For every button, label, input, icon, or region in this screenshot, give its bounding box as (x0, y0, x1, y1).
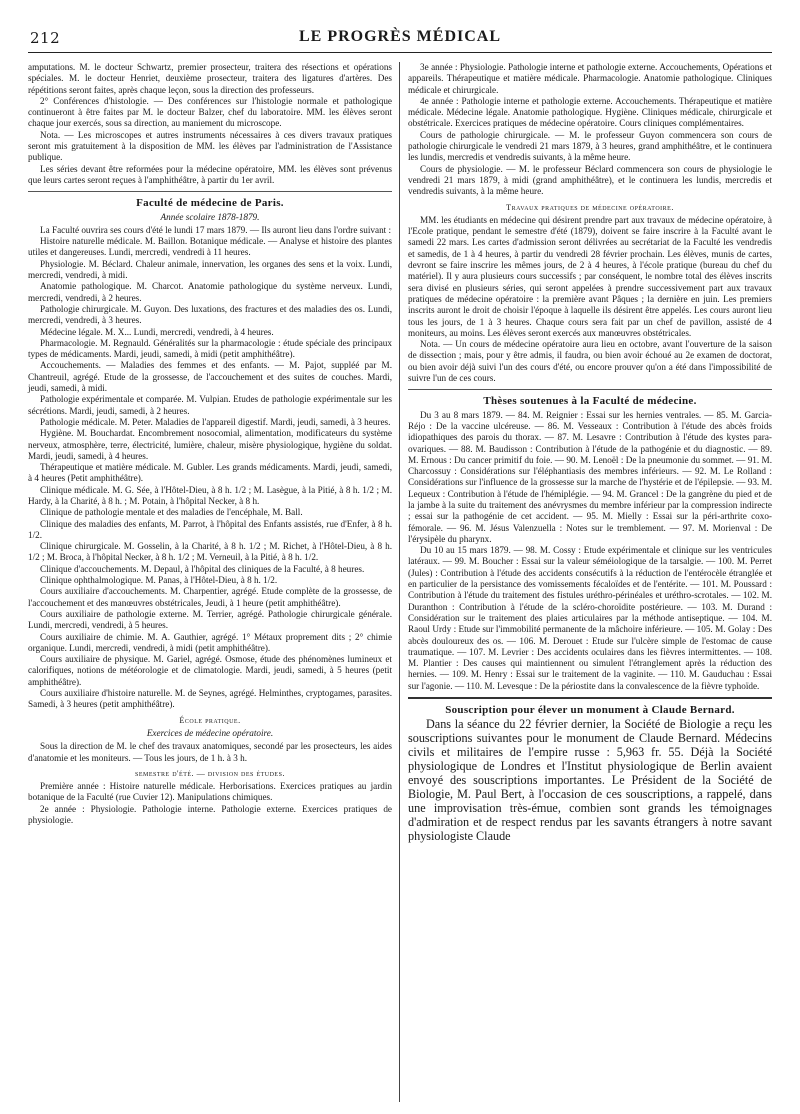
intro-paragraph: Nota. — Les microscopes et autres instruments nécessaires à ces divers travaux pratiques seront mis gratuitement à la disposition de MM. les élèves par l'administration de l'Assistance publique. (28, 129, 392, 163)
page-header (28, 22, 772, 53)
newspaper-page (28, 22, 772, 1102)
course-announcement: Cours de pathologie chirurgicale. — M. le professeur Guyon commencera son cours de pathologie chirurgicale le vendredi 21 mars 1879, à 3 heures, grand amphithéâtre, et le continuera les lundis, mercredis et vendredis suivants, à la même heure. (408, 129, 772, 163)
year-entry: 2e année : Physiologie. Pathologie interne. Pathologie externe. Exercices pratiques de physiologie. (28, 803, 392, 825)
course-entry: Pathologie médicale. M. Peter. Maladies de l'appareil digestif. Mardi, jeudi, samedi, à 3 heures. (40, 416, 391, 427)
section-title-theses: Thèses soutenues à la Faculté de médecine. (483, 395, 697, 408)
course-entry: Pharmacologie. M. Regnauld. Généralités sur la pharmacologie : étude spéciale des principaux types de médicaments. Mardi, jeudi, samedi, à midi (petit amphithéâtre). (28, 337, 392, 360)
intro-paragraph: amputations. M. le docteur Schwartz, premier prosecteur, traitera des résections et opérations spéciales. M. le docteur Henriet, deuxième prosecteur, traitera des ligatures d'artères. Des répétitions seront faites, après chaque leçon, sous la direction des professeurs. (28, 62, 392, 95)
course-entry: Clinique de pathologie mentale et des maladies de l'encéphale, M. Ball. (40, 507, 303, 518)
year-entry: 4e année : Pathologie interne et pathologie externe. Accouchements. Thérapeutique et matière médicale. Médecine légale. Anatomie pathologique. Hygiène. Cliniques médicale, chirurgicale et obstétricale. Exercices pratiques de médecine opératoire. Cours cliniques complémentaires. (408, 95, 772, 129)
course-entry: Clinique d'accouchements. M. Depaul, à l'hôpital des cliniques de la Faculté, à 8 heures. (40, 563, 365, 574)
page-number: 212 (30, 29, 61, 47)
course-entry: Pathologie chirurgicale. M. Guyon. Des luxations, des fractures et des maladies des os. Lundi, mercredi, vendredi, à 3 heures. (28, 303, 392, 326)
ecole-pratique-heading: École pratique. (179, 715, 241, 725)
theses-paragraph: Du 3 au 8 mars 1879. — 84. M. Reignier : Essai sur les hernies ventrales. — 85. M. Garcia-Réjo : De la vaccine ulcéreuse. — 86. M. Vesseaux : Contribution à l'étude des abcès froids idiopathiques des parois du thorax. — 87. M. Lesavre : Contribution à l'étude des kystes para-ovariques. — 88. M. Baudisson : Contribution à l'étude de la pathogénie et du diagnostic. — 89. M. Ernous : Du cancer primitif du foie. — 90. M. Lenoël : De la pneumonie du sommet. — 91. M. Charcossuy : Considérations sur l'éléphantiasis des membres inférieurs. — 92. M. Le Rolland : Considérations sur l'influence de la grossesse sur la marche de l'hystérie et de l'épilepsie. — 93. M. Lequeux : Contribution à l'étude de l'hémiplégie. — 94. M. Grancel : De la gangrène du pied et de la jambe à la suite du traitement des anévrysmes du membre inférieur par la compression indirecte ; essai sur la pathogénie de cet accident. — 95. M. Mielly : Essai sur la péri-arthrite coxo-fémorale. — 96. M. Jésus Valenzuella : Notes sur le tremblement. — 97. M. Morienval : De l'érysipèle du pharynx. (408, 409, 772, 544)
column-divider (399, 62, 400, 1102)
school-year: Année scolaire 1878-1879. (160, 211, 260, 222)
intro-paragraph: Les séries devant être reformées pour la médecine opératoire, MM. les élèves sont prévenus que leurs cartes seront reçues à l'amphithéâtre, à partir du 1er avril. (28, 163, 392, 185)
right-column (408, 62, 772, 843)
section-title-faculte: Faculté de médecine de Paris. (136, 197, 284, 210)
course-entry: Hygiène. M. Bouchardat. Encombrement nosocomial, alimentation, modificateurs du système nerveux, atmosphère, terre, électricité, lumière, chaleur, misère physiologique, hygiène du soldat. Mardi, jeudi, samedi, à 4 heures. (28, 428, 392, 461)
year-entry: 3e année : Physiologie. Pathologie interne et pathologie externe. Accouchements, Opérations et appareils. Thérapeutique et matière médicale. Pharmacologie. Anatomie pathologique. Cliniques médicale et chirurgicale. (408, 62, 772, 95)
exercices-paragraph: Sous la direction de M. le chef des travaux anatomiques, secondé par les prosecteurs, les aides d'anatomie et les moniteurs. — Tous les jours, de 1 h. à 3 h. (28, 741, 392, 763)
course-entry: Clinique médicale. M. G. Sée, à l'Hôtel-Dieu, à 8 h. 1/2 ; M. Lasègue, à la Pitié, à 8 h. 1/2 ; M. Hardy, à la Charité, à 8 h. ; M. Potain, à l'hôpital Necker, à 8 h. (28, 484, 392, 506)
theses-paragraph: Du 10 au 15 mars 1879. — 98. M. Cossy : Etude expérimentale et clinique sur les ventricules latéraux. — 99. M. Boucher : Essai sur la valeur séméiologique de la tarsalgie. — 100. M. Perret (Jules) : Contribution à l'étude des accidents consécutifs à la réduction de l'entérocèle étranglée et en particulier de la persistance des vomissements fécaloïdes et de l'entérite. — 101. M. Poussard : Contribution à l'étude du traitement des fistules uréthro-périnéales et uréthro-scrotales. — 102. M. Duranthon : Contribution à l'étude de la scléro-choroïdite postérieure. — 103. M. Durand : Considération sur le traitement des plaies articulaires par la méthode antiseptique. — 104. M. Raoul Urdy : Etude sur l'immobilité permanente de la mâchoire inférieure. — 105. M. Golay : Des abcès douloureux des os. — 106. M. Derouet : Etude sur l'ulcère simple de l'estomac de cause traumatique. — 107. M. Levrier : Des accidents oculaires dans les fièvres intermittentes. — 108. M. Plantier : Des causes qui maintiennent ou simulent l'étranglement après la réduction des hernies. — 109. M. Henry : Essai sur le traitement de la vaginite. — 110. M. Gauduchau : Essai sur l'agonie. — 110. M. Levesque : De la périostite dans la convalescence de la fièvre typhoïde. (408, 545, 772, 691)
course-entry: Cours auxiliaire d'histoire naturelle. M. de Seynes, agrégé. Helminthes, cryptogames, parasites. Samedi, à 3 heures (petit amphithéâtre). (28, 688, 392, 710)
intro-paragraph: 2° Conférences d'histologie. — Des conférences sur l'histologie normale et pathologique continueront à être faites par M. le docteur Balzer, chef du laboratoire. MM. les élèves seront chaque jour exercés, sous sa direction, au maniement du microscope. (28, 95, 392, 129)
travaux-heading: Travaux pratiques de médecine opératoire. (506, 202, 674, 212)
course-entry: Clinique ophthalmologique. M. Panas, à l'Hôtel-Dieu, à 8 h. 1/2. (40, 575, 278, 586)
souscription-paragraph: Dans la séance du 22 février dernier, la Société de Biologie a reçu les souscriptions suivantes pour le monument de Claude Bernard. Médecins civils et militaires de l'empire russe : 5,963 fr. 55. Déjà la Société physiologique de Londres et l'Institut physiologique de Berlin avaient envoyé des souscriptions importantes. Le Président de la Société de Biologie, M. Paul Bert, à l'occasion de ces souscriptions, a rappelé, dans une improvisation très-émue, combien sont grands les témoignages d'admiration et de respect rendus par les savants étrangers à notre savant physiologiste Claude (408, 717, 772, 843)
travaux-nota: Nota. — Un cours de médecine opératoire aura lieu en octobre, avant l'ouverture de la saison de dissection ; mais, pour y être admis, il faudra, ou bien avoir échoué au 2e examen de doctorat, ou bien avoir déjà suivi l'un des cours d'été, ou encore prouver qu'on a été dans l'impossibilité de suivre l'un de ces cours. (408, 339, 772, 384)
section-divider (28, 191, 392, 192)
left-column (28, 62, 392, 826)
course-announcement: Cours de physiologie. — M. le professeur Béclard commencera son cours de physiologie le vendredi 21 mars 1879, à midi (grand amphithéâtre), et le continuera les lundis, mercredis et vendredis suivants, à la même heure. (408, 163, 772, 197)
course-entry: Histoire naturelle médicale. M. Baillon. Botanique médicale. — Analyse et histoire des plantes utiles et dangereuses. Lundi, mercredi, vendredi à 11 heures. (28, 236, 392, 258)
course-entry: Cours auxiliaire de pathologie externe. M. Terrier, agrégé. Pathologie chirurgicale générale. Lundi, mercredi, vendredi, à 5 heures. (28, 608, 392, 631)
course-entry: Physiologie. M. Béclard. Chaleur animale, innervation, les organes des sens et la voix. Lundi, mercredi, vendredi, à midi. (28, 258, 392, 281)
section-divider (408, 697, 772, 699)
course-entry: Clinique des maladies des enfants, M. Parrot, à l'hôpital des Enfants assistés, rue d'Enfer, à 8 h. 1/2. (28, 518, 392, 540)
course-entry: Médecine légale. M. X... Lundi, mercredi, vendredi, à 4 heures. (40, 326, 274, 337)
section-title-souscription: Souscription pour élever un monument à Claude Bernard. (445, 704, 735, 717)
course-entry: Pathologie expérimentale et comparée. M. Vulpian. Etudes de pathologie expérimentale sur les sécrétions. Mardi, jeudi, samedi, à 2 heures. (28, 394, 392, 416)
course-entry: Thérapeutique et matière médicale. M. Gubler. Les grands médicaments. Mardi, jeudi, samedi, à 4 heures (Petit amphithéâtre). (28, 462, 392, 484)
semestre-heading: semestre d'été. — division des études. (135, 768, 285, 778)
section-divider (408, 389, 772, 390)
travaux-paragraph: MM. les étudiants en médecine qui désirent prendre part aux travaux de médecine opératoire, à l'Ecole pratique, pendant le semestre d'été (1879), doivent se faire inscrire à la Faculté avant le samedi 22 mars. Les cartes d'admission seront délivrées au secrétariat de la Faculté les vendredis et samedis, de 1 à 4 heures, à partir du vendredi 28 février prochain. Les élèves, munis de cartes, devront se faire inscrire les mêmes jours, de 2 à 4 heures, à l'école pratique (bureau du chef du matériel). Il y aura plusieurs cours successifs ; par conséquent, le nombre total des élèves inscrits sera divisé en plusieurs séries, qui seront appelées à prendre successivement part aux travaux pratiques de médecine opératoire : la première avant Pâques ; la dernière en juin. Les premiers inscrits auront le droit de choisir l'époque à laquelle ils désirent être appelés. Les cours auront lieu tous les jours, de 1 à 3 heures. Chaque cours sera fait par un chef de pavillon, assisté de 4 moniteurs, au moins. Les élèves seront exercés aux manœuvres obstétricales. (408, 214, 772, 338)
year-entry: Première année : Histoire naturelle médicale. Herborisations. Exercices pratiques au jardin botanique de la Faculté (rue Cuvier 12). Manipulations chimiques. (28, 781, 392, 803)
course-entry: Clinique chirurgicale. M. Gosselin, à la Charité, à 8 h. 1/2 ; M. Richet, à l'Hôtel-Dieu, à 8 h. 1/2 ; M. Broca, à l'hôpital Necker, à 8 h. 1/2 ; M. Verneuil, à la Pitié, à 8 h. 1/2. (28, 541, 392, 563)
course-entry: Cours auxiliaire de physique. M. Gariel, agrégé. Osmose, étude des phénomènes lumineux et calorifiques, notions de météorologie et de climatologie. Mardi, jeudi, samedi, à 5 heures (petit amphithéâtre). (28, 654, 392, 687)
course-entry: Anatomie pathologique. M. Charcot. Anatomie pathologique du système nerveux. Lundi, mercredi, vendredi, à 2 heures. (28, 281, 392, 303)
journal-title: LE PROGRÈS MÉDICAL (298, 28, 502, 45)
courses-intro: La Faculté ouvrira ses cours d'été le lundi 17 mars 1879. — Ils auront lieu dans l'ordre suivant : (40, 224, 392, 235)
course-entry: Cours auxiliaire de chimie. M. A. Gauthier, agrégé. 1° Métaux proprement dits ; 2° chimie organique. Lundi, mercredi, vendredi, à midi (petit amphithéâtre). (28, 631, 392, 653)
course-entry: Cours auxiliaire d'accouchements. M. Charpentier, agrégé. Etude complète de la grossesse, de l'accouchement et des manœuvres obstétricales, Jeudi, à 1 heure (petit amphithéâtre). (28, 586, 392, 608)
course-entry: Accouchements. — Maladies des femmes et des enfants. — M. Pajot, suppléé par M. Chantreuil, agrégé. Etude de la grossesse, de l'accouchement et des suites de couches. Mardi, jeudi, samedi, à midi. (28, 360, 392, 394)
exercices-heading: Exercices de médecine opératoire. (146, 727, 274, 738)
